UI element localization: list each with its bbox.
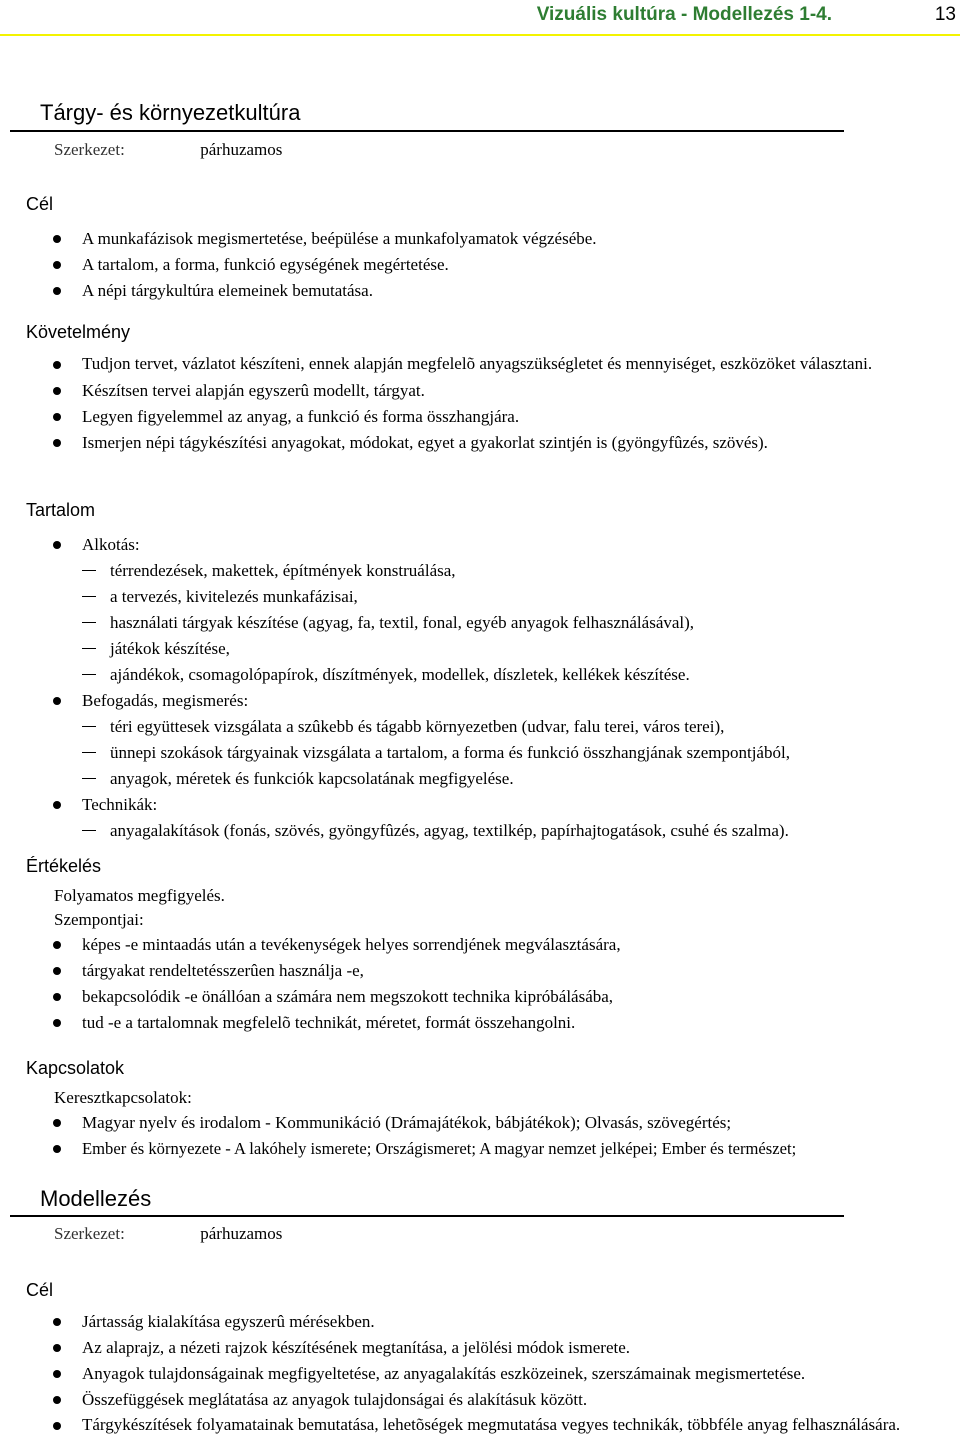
list-item: Ember és környezete - A lakóhely ismerete; Országismeret; A magyar nemzet jelképei; Ember és természet; — [0, 1136, 960, 1162]
structure-row — [54, 1224, 282, 1244]
bullet — [53, 697, 61, 705]
list-item: téri együttesek vizsgálata a szûkebb és tágabb környezetben (udvar, falu terei, város terei), — [0, 714, 960, 740]
list-item: használati tárgyak készítése (agyag, fa, textil, fonal, egyéb anyagok felhasználásával), — [0, 610, 960, 636]
list-item: Magyar nyelv és irodalom - Kommunikáció (Drámajátékok, bábjátékok); Olvasás, szövegértés; — [0, 1110, 960, 1136]
header-title: Vizuális kultúra - Modellezés 1-4. — [536, 4, 832, 25]
list-item: térrendezések, makettek, építmények konstruálása, — [0, 558, 960, 584]
header-rule — [0, 34, 960, 36]
bullet — [53, 387, 61, 395]
dash — [82, 648, 96, 649]
list-item: képes -e mintaadás után a tevékenységek helyes sorrendjének megválasztására, — [0, 932, 960, 958]
heading-cel-modellezes: Cél — [26, 1280, 54, 1300]
bullet — [53, 361, 61, 369]
list-item: A tartalom, a forma, funkció egységének megértetése. — [0, 252, 960, 278]
list-item: Ismerjen népi tágykészítési anyagokat, módokat, egyet a gyakorlat szintjén is (gyöngyfûzés, szövés). — [0, 430, 880, 456]
list-item: A munkafázisok megismertetése, beépülése a munkafolyamatok végzésébe. — [0, 226, 960, 252]
bullet — [53, 1019, 61, 1027]
bullet — [53, 541, 61, 549]
dash — [82, 570, 96, 571]
list-item: Készítsen tervei alapján egyszerû modellt, tárgyat. — [0, 378, 880, 404]
kapcsolatok-line1: Keresztkapcsolatok: — [54, 1088, 192, 1107]
group-label-technikak: Technikák: — [0, 792, 960, 818]
bullet — [53, 439, 61, 447]
heading-kovetelmeny: Követelmény — [26, 322, 131, 342]
bullet — [53, 1370, 61, 1378]
heading-ertekeles: Értékelés — [26, 856, 102, 876]
bullet — [53, 1318, 61, 1326]
dash — [82, 752, 96, 753]
list-item: Összefüggések meglátatása az anyagok tulajdonságai és alakításuk között. — [0, 1387, 920, 1413]
dash — [82, 830, 96, 831]
ertekeles-line2: Szempontjai: — [54, 910, 144, 929]
dash — [82, 596, 96, 597]
structure-label: Szerkezet: — [54, 1224, 125, 1243]
section-rule — [10, 130, 844, 132]
dash — [82, 726, 96, 727]
list-item: tárgyakat rendeltetésszerûen használja -e, — [0, 958, 960, 984]
bullet — [53, 1422, 61, 1430]
list-item: bekapcsolódik -e önállóan a számára nem megszokott technika kipróbálásába, — [0, 984, 960, 1010]
bullet — [53, 1396, 61, 1404]
group-label-alkotas: Alkotás: — [0, 532, 960, 558]
ertekeles-line1: Folyamatos megfigyelés. — [54, 886, 225, 905]
bullet — [53, 261, 61, 269]
running-header — [0, 0, 960, 40]
list-item: anyagalakítások (fonás, szövés, gyöngyfûzés, agyag, textilkép, papírhajtogatások, csuhé és szalma). — [0, 818, 960, 844]
list-item: Anyagok tulajdonságainak megfigyeltetése, az anyagalakítás eszközeinek, szerszámainak megismertetése. — [0, 1361, 920, 1387]
dash — [82, 778, 96, 779]
page-number: 13 — [934, 4, 956, 25]
section-title-targykultura: Tárgy- és környezetkultúra — [40, 100, 301, 125]
bullet — [53, 941, 61, 949]
bullet — [53, 1344, 61, 1352]
ertekeles-list — [0, 932, 960, 1036]
list-item: anyagok, méretek és funkciók kapcsolatának megfigyelése. — [0, 766, 960, 792]
structure-label: Szerkezet: — [54, 140, 125, 159]
section-title-modellezes: Modellezés — [40, 1186, 152, 1211]
list-item: Tárgykészítések folyamatainak bemutatása, lehetõségek megmutatása vegyes technikák, többféle anyag felhasználására. — [0, 1413, 920, 1437]
list-item: a tervezés, kivitelezés munkafázisai, — [0, 584, 960, 610]
structure-row — [54, 140, 282, 160]
cel-list — [0, 226, 960, 304]
structure-value: párhuzamos — [200, 140, 283, 159]
bullet — [53, 235, 61, 243]
dash — [82, 622, 96, 623]
kapcsolatok-list — [0, 1110, 960, 1162]
list-item: tud -e a tartalomnak megfelelõ technikát, méretet, formát összehangolni. — [0, 1010, 960, 1036]
bullet — [53, 287, 61, 295]
list-item: Jártasság kialakítása egyszerû mérésekben. — [0, 1309, 920, 1335]
list-item: Az alaprajz, a nézeti rajzok készítésének megtanítása, a jelölési módok ismerete. — [0, 1335, 920, 1361]
section-rule — [10, 1215, 844, 1217]
list-item: ünnepi szokások tárgyainak vizsgálata a tartalom, a forma és funkció összhangjának szempontjából, — [0, 740, 960, 766]
heading-tartalom: Tartalom — [26, 500, 96, 520]
heading-cel: Cél — [26, 194, 54, 214]
list-item: Legyen figyelemmel az anyag, a funkció és forma összhangjára. — [0, 404, 880, 430]
list-item: ajándékok, csomagolópapírok, díszítmények, modellek, díszletek, kellékek készítése. — [0, 662, 960, 688]
group-label-befogadas: Befogadás, megismerés: — [0, 688, 960, 714]
tartalom-list — [0, 532, 960, 844]
bullet — [53, 1119, 61, 1127]
bullet — [53, 413, 61, 421]
kovetelmeny-list — [0, 352, 880, 456]
bullet — [53, 1145, 61, 1153]
list-item: A népi tárgykultúra elemeinek bemutatása. — [0, 278, 960, 304]
structure-value: párhuzamos — [200, 1224, 283, 1243]
bullet — [53, 801, 61, 809]
heading-kapcsolatok: Kapcsolatok — [26, 1058, 125, 1078]
bullet — [53, 993, 61, 1001]
bullet — [53, 967, 61, 975]
cel-modellezes-list — [0, 1309, 920, 1437]
list-item: játékok készítése, — [0, 636, 960, 662]
dash — [82, 674, 96, 675]
list-item: Tudjon tervet, vázlatot készíteni, ennek alapján megfelelõ anyagszükségletet és mennyiséget, eszközöket választani. — [0, 352, 880, 378]
